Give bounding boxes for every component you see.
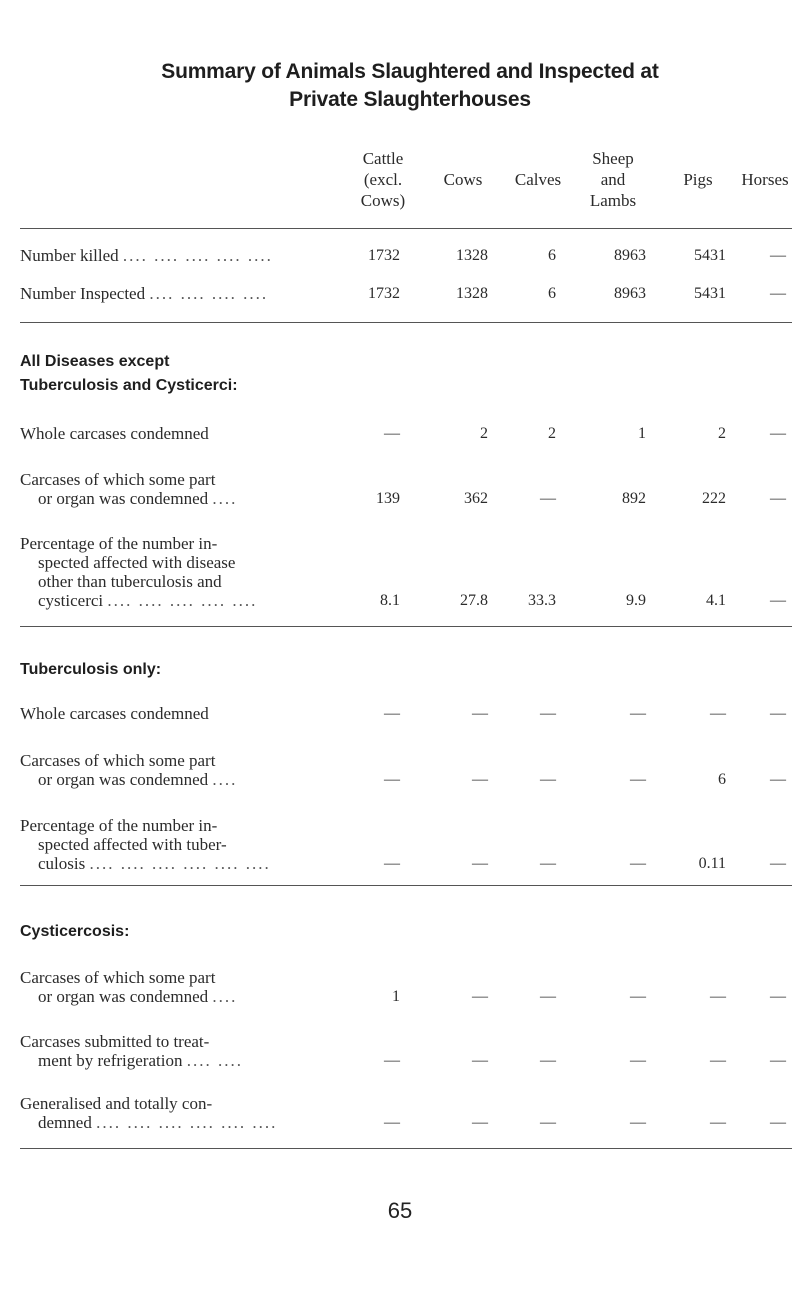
cell-s2r2-cows: —: [472, 771, 488, 788]
row-label-percentage-disease: [20, 534, 310, 610]
cell-killed-calves: 6: [548, 247, 556, 264]
cell-s1r1-calves: 2: [548, 425, 556, 442]
cell-s2r2-sheep: —: [630, 771, 646, 788]
cell-s1r1-horses: —: [770, 425, 786, 442]
cell-s1r2-sheep: 892: [622, 490, 646, 507]
row-label-line: Percentage of the number in-: [20, 534, 218, 553]
page-title-line-2: Private Slaughterhouses: [289, 88, 531, 111]
cell-s3r1-horses: —: [770, 988, 786, 1005]
cell-s2r1-calves: —: [540, 705, 556, 722]
cell-s2r1-cattle: —: [384, 705, 400, 722]
row-label-text: ment by refrigeration: [38, 1051, 183, 1070]
cell-s3r2-pigs: —: [710, 1052, 726, 1069]
row-label-text: or organ was condemned: [38, 489, 209, 508]
cell-s2r1-horses: —: [770, 705, 786, 722]
cell-s2r3-cattle: —: [384, 855, 400, 872]
cell-s1r1-cattle: —: [384, 425, 400, 442]
cell-s3r3-horses: —: [770, 1114, 786, 1131]
cell-inspected-sheep: 8963: [614, 285, 646, 302]
row-label-line: Carcases of which some part: [20, 968, 216, 987]
cell-s2r1-pigs: —: [710, 705, 726, 722]
cell-s1r3-horses: —: [770, 592, 786, 609]
row-label-line-cont: spected affected with disease: [38, 553, 236, 572]
cell-s1r2-cattle: 139: [376, 490, 400, 507]
cell-s1r3-pigs: 4.1: [706, 592, 726, 609]
column-header-sheep: Sheep and Lambs: [589, 149, 637, 210]
row-label-line-cont: other than tuberculosis and: [38, 572, 222, 591]
cell-s2r1-cows: —: [472, 705, 488, 722]
row-label-text: or organ was condemned: [38, 770, 209, 789]
cell-inspected-cattle: 1732: [368, 285, 400, 302]
cell-s2r2-pigs: 6: [718, 771, 726, 788]
row-label-text: Number Inspected: [20, 284, 146, 303]
row-label-text: demned: [38, 1113, 92, 1132]
row-label-refrigeration: [20, 1032, 310, 1070]
cell-killed-pigs: 5431: [694, 247, 726, 264]
row-label-part-condemned: [20, 470, 310, 508]
row-label-line: Generalised and totally con-: [20, 1094, 213, 1113]
section-heading-line-2: Tuberculosis and Cysticerci:: [20, 377, 238, 394]
row-label-part-condemned-tb: [20, 751, 310, 789]
row-label-line: Carcases submitted to treat-: [20, 1032, 210, 1051]
row-label-line-cont: spected affected with tuber-: [38, 835, 227, 854]
cell-s3r2-cows: —: [472, 1052, 488, 1069]
row-label-line: Percentage of the number in-: [20, 816, 218, 835]
cell-s3r1-pigs: —: [710, 988, 726, 1005]
section-heading-line-1: Tuberculosis only:: [20, 661, 162, 678]
cell-killed-sheep: 8963: [614, 247, 646, 264]
column-header-calves: Calves: [514, 170, 562, 189]
section-heading-all-diseases: [20, 352, 238, 396]
cell-s2r3-calves: —: [540, 855, 556, 872]
cell-s3r3-cows: —: [472, 1114, 488, 1131]
section-heading-cysticercosis: [20, 922, 129, 942]
bottom-rule: [20, 1148, 792, 1149]
cell-inspected-calves: 6: [548, 285, 556, 302]
leader-dots: .... .... .... .... .... ....: [96, 1113, 278, 1132]
row-label-line: Whole carcases condemned: [20, 704, 209, 723]
cell-s3r2-calves: —: [540, 1052, 556, 1069]
row-label-text: or organ was condemned: [38, 987, 209, 1006]
cell-s3r1-sheep: —: [630, 988, 646, 1005]
row-label-text: cysticerci: [38, 591, 104, 610]
cell-s3r3-pigs: —: [710, 1114, 726, 1131]
cell-inspected-cows: 1328: [456, 285, 488, 302]
cell-s3r3-sheep: —: [630, 1114, 646, 1131]
section-heading-line-1: All Diseases except: [20, 353, 170, 370]
cell-killed-horses: —: [770, 247, 786, 264]
page-title-line-1: Summary of Animals Slaughtered and Inspected at: [161, 60, 659, 83]
row-label-part-condemned-cyst: [20, 968, 310, 1006]
column-header-pigs: Pigs: [683, 170, 713, 189]
column-header-horses: Horses: [741, 170, 789, 189]
leader-dots: .... .... .... .... .... ....: [89, 854, 271, 873]
cell-inspected-pigs: 5431: [694, 285, 726, 302]
row-label-line-cont: [20, 591, 310, 610]
cell-s3r2-horses: —: [770, 1052, 786, 1069]
cell-s2r3-cows: —: [472, 855, 488, 872]
leader-dots: .... .... .... ....: [149, 284, 269, 303]
column-header-cows: Cows: [443, 170, 483, 189]
row-label-line-cont: [20, 1113, 310, 1132]
row-label-number-killed: [20, 246, 310, 265]
cell-s1r1-sheep: 1: [638, 425, 646, 442]
page-number: 65: [387, 1198, 413, 1223]
row-label-line-cont: [20, 489, 310, 508]
cell-s2r3-horses: —: [770, 855, 786, 872]
cell-killed-cattle: 1732: [368, 247, 400, 264]
row-label-line: Whole carcases condemned: [20, 424, 209, 443]
section-heading-line-1: Cysticercosis:: [20, 923, 130, 940]
section-rule-2: [20, 626, 792, 627]
cell-s2r1-sheep: —: [630, 705, 646, 722]
row-label-line: Carcases of which some part: [20, 470, 216, 489]
cell-s3r2-cattle: —: [384, 1052, 400, 1069]
cell-s3r1-cows: —: [472, 988, 488, 1005]
cell-s1r2-cows: 362: [464, 490, 488, 507]
leader-dots: .... .... .... .... ....: [107, 591, 258, 610]
row-label-line-cont: [20, 770, 310, 789]
cell-s3r1-cattle: 1: [392, 988, 400, 1005]
cell-s3r2-sheep: —: [630, 1052, 646, 1069]
cell-s1r2-calves: —: [540, 490, 556, 507]
row-label-line: Carcases of which some part: [20, 751, 216, 770]
leader-dots: ....: [212, 489, 238, 508]
row-label-number-inspected: [20, 284, 310, 303]
row-label-percentage-tb: [20, 816, 310, 873]
leader-dots: ....: [212, 770, 238, 789]
cell-s2r2-calves: —: [540, 771, 556, 788]
cell-s2r3-pigs: 0.11: [698, 855, 726, 872]
cell-s1r3-cows: 27.8: [460, 592, 488, 609]
cell-killed-cows: 1328: [456, 247, 488, 264]
row-label-whole-carcases: [20, 424, 310, 443]
row-label-generalised: [20, 1094, 310, 1132]
section-rule-3: [20, 885, 792, 886]
cell-s1r1-cows: 2: [480, 425, 488, 442]
row-label-text: culosis: [38, 854, 86, 873]
row-label-line-cont: [20, 854, 310, 873]
leader-dots: .... ....: [186, 1051, 243, 1070]
row-label-whole-carcases-tb: [20, 704, 310, 723]
section-heading-tuberculosis: [20, 660, 161, 680]
leader-dots: .... .... .... .... ....: [122, 246, 273, 265]
cell-s1r2-pigs: 222: [702, 490, 726, 507]
cell-s1r3-cattle: 8.1: [380, 592, 400, 609]
cell-s1r1-pigs: 2: [718, 425, 726, 442]
cell-s1r2-horses: —: [770, 490, 786, 507]
cell-s1r3-sheep: 9.9: [626, 592, 646, 609]
cell-s2r3-sheep: —: [630, 855, 646, 872]
leader-dots: ....: [212, 987, 238, 1006]
cell-s3r1-calves: —: [540, 988, 556, 1005]
cell-s3r3-calves: —: [540, 1114, 556, 1131]
row-label-line-cont: [20, 987, 310, 1006]
cell-s2r2-cattle: —: [384, 771, 400, 788]
cell-inspected-horses: —: [770, 285, 786, 302]
header-rule: [20, 228, 792, 229]
cell-s1r3-calves: 33.3: [528, 592, 556, 609]
cell-s2r2-horses: —: [770, 771, 786, 788]
row-label-text: Number killed: [20, 246, 119, 265]
column-header-cattle: Cattle (excl. Cows): [360, 149, 406, 210]
cell-s3r3-cattle: —: [384, 1114, 400, 1131]
section-rule-1: [20, 322, 792, 323]
row-label-line-cont: [20, 1051, 310, 1070]
